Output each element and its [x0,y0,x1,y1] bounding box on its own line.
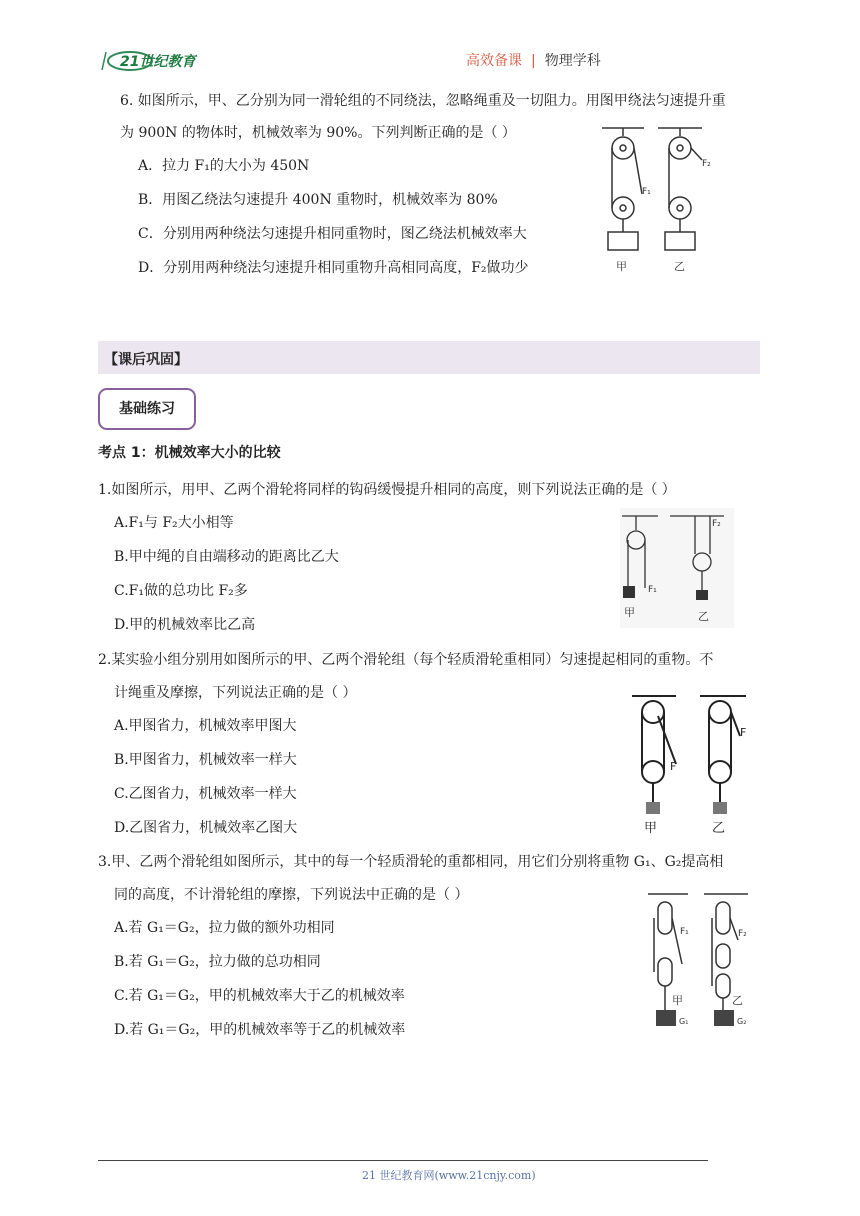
q1-stem: 1.如图所示，用甲、乙两个滑轮将同样的钩码缓慢提升相同的高度，则下列说法正确的是（ ） [98,482,676,498]
q6-label-jia: 甲 [616,260,627,273]
q1-f1-label: F₁ [648,585,657,595]
q3-stem-line1: 3.甲、乙两个滑轮组如图所示，其中的每一个轻质滑轮的重都相同，用它们分别将重物 G₁、G₂提高相 [98,854,724,870]
q3-g2-label: G₂ [737,1017,747,1026]
header-tagline [466,50,601,70]
q6-f1-label: F₁ [642,187,651,197]
section-title: 【课后巩固】 [104,352,188,368]
q3-f2-label: F₂ [738,929,747,939]
q2-option-a: A.甲图省力，机械效率甲图大 [114,718,297,734]
footer-divider [98,1160,708,1161]
q3-f1-label: F₁ [680,927,689,937]
q1-pulley-figure [620,508,734,628]
section-header-bar [98,341,760,374]
q1-label-jia: 甲 [624,606,635,619]
q1-option-d: D.甲的机械效率比乙高 [114,617,256,633]
footer-source: 21 世纪教育网(www.21cnjy.com) [362,1169,536,1182]
q6-option-d: D．分别用两种绕法匀速提升相同重物升高相同高度，F₂做功少 [138,260,529,276]
q1-label-yi: 乙 [698,610,709,623]
q2-stem-line1: 2.某实验小组分别用如图所示的甲、乙两个滑轮组（每个轻质滑轮重相同）匀速提起相同的重物。不 [98,652,714,668]
q3-pulley-figure [644,890,764,1038]
q2-label-jia: 甲 [644,821,658,836]
q6-pulley-figure [598,124,718,278]
header-brand: 高效备课 [466,53,522,69]
header-subject: 物理学科 [544,53,601,69]
q2-f-right-label: F [740,726,747,739]
site-logo [100,48,230,74]
q3-option-c: C.若 G₁＝G₂，甲的机械效率大于乙的机械效率 [114,988,405,1004]
q3-option-b: B.若 G₁＝G₂，拉力做的总功相同 [114,954,321,970]
q3-label-jia: 甲 [672,994,683,1007]
q1-f2-label: F₂ [712,519,721,529]
q6-label-yi: 乙 [674,260,685,273]
q2-option-c: C.乙图省力，机械效率一样大 [114,786,297,802]
q3-stem-line2: 同的高度，不计滑轮组的摩擦，下列说法中正确的是（ ） [114,887,469,903]
q2-f-left-label: F [670,760,677,773]
header-separator: | [531,53,536,69]
q6-option-c: C．分别用两种绕法匀速提升相同重物时，图乙绕法机械效率大 [138,226,527,242]
q3-option-a: A.若 G₁＝G₂，拉力做的额外功相同 [114,920,335,936]
q6-stem-line2: 为 900N 的物体时，机械效率为 90%。下列判断正确的是（ ） [120,125,516,141]
q6-f2-label: F₂ [702,159,711,169]
q6-option-a: A．拉力 F₁的大小为 450N [138,158,310,174]
topic-heading: 考点 1：机械效率大小的比较 [98,445,281,461]
q2-option-b: B.甲图省力，机械效率一样大 [114,752,297,768]
q3-g1-label: G₁ [679,1017,689,1026]
q3-label-yi: 乙 [732,994,743,1007]
q2-option-d: D.乙图省力，机械效率乙图大 [114,820,298,836]
svg-text:21世纪教育: 21世纪教育 [120,54,196,70]
q6-option-b: B．用图乙绕法匀速提升 400N 重物时，机械效率为 80% [138,192,498,208]
q2-label-yi: 乙 [712,821,726,836]
q6-stem-line1: 6. 如图所示，甲、乙分别为同一滑轮组的不同绕法，忽略绳重及一切阻力。用图甲绕法匀速提升重 [120,93,726,109]
q3-option-d: D.若 G₁＝G₂，甲的机械效率等于乙的机械效率 [114,1022,406,1038]
q2-stem-line2: 计绳重及摩擦，下列说法正确的是（ ） [114,685,357,701]
q1-option-c: C.F₁做的总功比 F₂多 [114,583,248,599]
practice-badge: 基础练习 [98,388,196,430]
q1-option-b: B.甲中绳的自由端移动的距离比乙大 [114,549,339,565]
q1-option-a: A.F₁与 F₂大小相等 [114,515,234,531]
q2-pulley-figure [628,692,764,838]
